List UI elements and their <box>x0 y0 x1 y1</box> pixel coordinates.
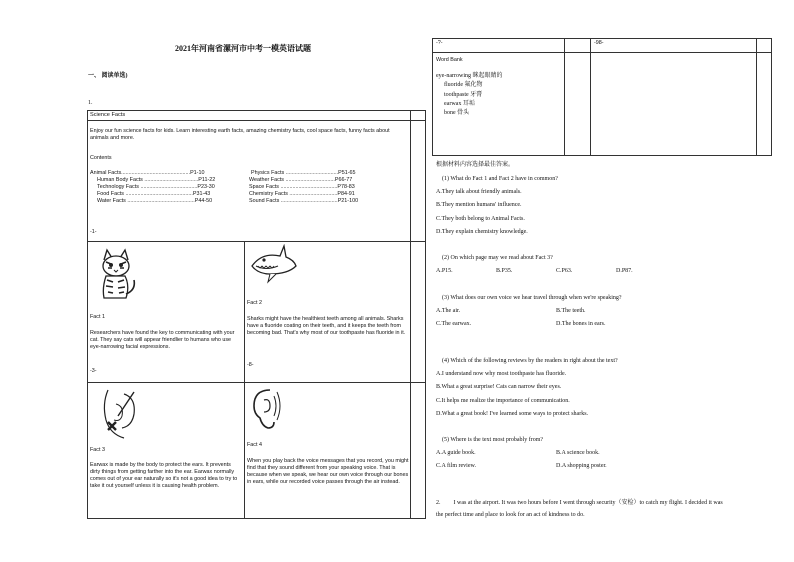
fact2-label: Fact 2 <box>247 300 262 306</box>
word-bank-divider-top <box>432 52 772 53</box>
toc-item: Food Facts .............................................P31-43 <box>97 191 211 198</box>
toc-right <box>246 170 386 205</box>
question-2 <box>436 252 766 278</box>
page-number: -8- <box>247 362 254 368</box>
question-stem: (4) Which of the following reviews by the readers in right about the text? <box>442 358 618 364</box>
passage-2 <box>436 497 770 521</box>
toc-item: Sound Facts ......................................P21-100 <box>249 198 359 205</box>
toc-item: Animal Facts..............................................P1-10 <box>90 170 205 176</box>
leaflet-divider-2 <box>87 241 426 242</box>
option[interactable]: B.P35. <box>496 268 513 274</box>
question-1 <box>436 173 766 239</box>
word-bank-title: Word Bank <box>436 57 463 63</box>
question-5 <box>436 434 766 473</box>
leaflet-intro: Enjoy our fun science facts for kids. Learn interesting earth facts, amazing chemistry facts, cool space facts, funny facts about animals and more. <box>90 128 390 142</box>
option[interactable]: C.A film review. <box>436 463 476 469</box>
option[interactable]: C.It helps me realize the importance of communication. <box>436 397 570 404</box>
option[interactable]: D.P87. <box>616 268 633 274</box>
option[interactable]: B.A science book. <box>556 450 600 456</box>
option[interactable]: A.They talk about friendly animals. <box>436 189 522 196</box>
word-bank-vdivider-2 <box>590 38 591 156</box>
ear-cleaning-icon <box>94 386 144 442</box>
questions-instruction: 根据材料内容选择最佳答案。 <box>436 162 515 168</box>
option[interactable]: D.What a great book! I've learned some ways to protect sharks. <box>436 410 589 417</box>
fact1-label: Fact 1 <box>90 314 105 320</box>
word-bank-vdivider-1 <box>564 38 565 156</box>
page-number: -98- <box>594 40 604 46</box>
leaflet-vdivider-main <box>244 241 245 519</box>
word-bank-item: toothpaste 牙膏 <box>444 91 483 98</box>
word-bank-vdivider-3 <box>756 38 757 156</box>
page-number: -1- <box>90 229 97 235</box>
option[interactable]: B.What a great surprise! Cats can narrow their eyes. <box>436 384 562 391</box>
fact4-label: Fact 4 <box>247 442 262 448</box>
passage-number: 2. <box>436 500 441 506</box>
toc-item: Chemistry Facts ................................P84-91 <box>249 191 355 198</box>
fact1-text: Researchers have found the key to communicating with your cat. They say cats will appear friendlier to humans who use eye-narrowing facial expressions. <box>90 330 235 351</box>
option[interactable]: A.The air. <box>436 308 461 314</box>
question-stem: (5) Where is the text most probably from? <box>442 437 544 443</box>
word-bank-item: eye-narrowing 眯起眼睛的 <box>436 73 503 79</box>
option[interactable]: D.They explain chemistry knowledge. <box>436 228 528 235</box>
option[interactable]: A.P15. <box>436 268 453 274</box>
option[interactable]: C.P63. <box>556 268 573 274</box>
shark-icon <box>248 244 298 284</box>
leaflet-divider-3 <box>87 382 426 383</box>
option[interactable]: A.I understand now why most toothpaste has fluoride. <box>436 371 567 378</box>
contents-label: Contents <box>90 155 112 161</box>
fact3-label: Fact 3 <box>90 447 105 453</box>
toc-item: Human Body Facts ....................................P11-22 <box>97 177 216 184</box>
question-stem: (3) What does our own voice we hear travel through when we're speaking? <box>442 295 622 301</box>
toc-item: Technology Facts ......................................P23-30 <box>97 184 215 191</box>
question-stem: (1) What do Fact 1 and Fact 2 have in common? <box>442 176 558 182</box>
passage-line: the perfect time and place to look for an act of kindness to do. <box>436 512 585 518</box>
option[interactable]: A.A guide book. <box>436 450 476 456</box>
fact3-text: Earwax is made by the body to protect the ears. It prevents dirty things from getting farther into the ear. Earwax normally comes out of your ear naturally so it's not a good idea to try to take it out yourself unless it is causing health problem. <box>90 462 238 490</box>
fact2-text: Sharks might have the healthiest teeth among all animals. Sharks have a fluoride coating on their teeth, and it keeps the teeth from becoming bad. That's why most of our toothpaste has fluoride in it. <box>247 316 406 337</box>
option[interactable]: B.They mention humans' influence. <box>436 202 522 209</box>
toc-item: Physics Facts ...................................P51-65 <box>251 170 356 176</box>
toc-item: Weather Facts .................................P66-77 <box>249 177 353 184</box>
option[interactable]: D.The bones in ears. <box>556 321 606 327</box>
section-heading: 一、 阅读单选) <box>88 73 128 79</box>
option[interactable]: B.The teeth. <box>556 308 586 314</box>
question-number: 1. <box>88 100 93 106</box>
passage-line: 2. I was at the airport. It was two hours before I went through security（安检）to catch my flight. I decided it was <box>436 500 723 506</box>
toc-left <box>90 170 250 205</box>
question-4 <box>436 355 766 421</box>
word-bank-item: fluoride 氟化物 <box>444 82 483 89</box>
fact4-text: When you play back the voice messages that you record, you might find that they sound different from your speaking voice. That is because when we speak, we hear our own voice through our bones in ears, while our recorded voice passes through the air instead. <box>247 458 409 486</box>
word-bank-list <box>436 72 502 118</box>
option[interactable]: C.The earwax. <box>436 321 472 327</box>
option[interactable]: C.They both belong to Animal Facts. <box>436 215 525 222</box>
cat-icon <box>92 246 140 302</box>
leaflet-divider-1 <box>87 120 426 121</box>
page-number: -?- <box>436 40 443 46</box>
question-stem: (2) On which page may we read about Fact 3? <box>442 255 553 261</box>
page-number: -3- <box>90 368 97 374</box>
option[interactable]: D.A shopping poster. <box>556 463 607 469</box>
leaflet-header: Science Facts <box>90 112 126 118</box>
toc-item: Water Facts .............................................P44-50 <box>97 198 213 205</box>
word-bank-item: bone 骨头 <box>444 110 470 117</box>
ear-icon <box>248 386 282 432</box>
toc-item: Space Facts ......................................P78-83 <box>249 184 355 191</box>
word-bank-item: earwax 耳垢 <box>444 100 475 107</box>
leaflet-vdivider-right <box>410 110 411 519</box>
question-3 <box>436 292 766 331</box>
exam-title: 2021年河南省漯河市中考一模英语试题 <box>175 44 311 53</box>
